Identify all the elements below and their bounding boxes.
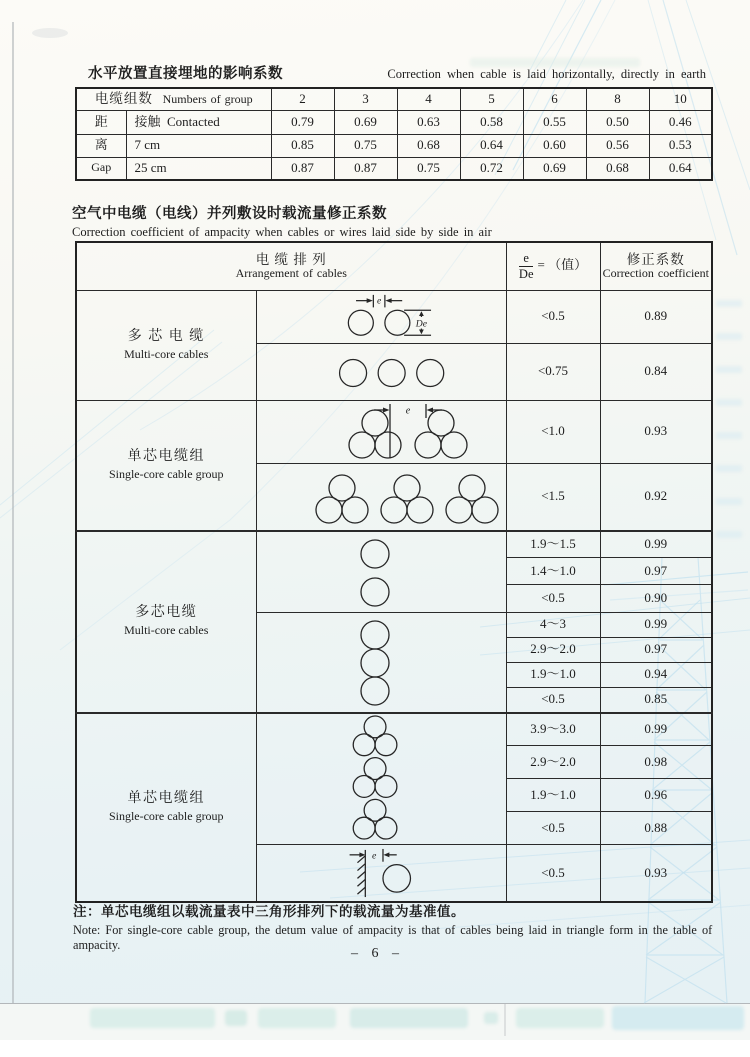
table-row — [76, 531, 712, 558]
diagram-three-trefoil-groups-vertical — [256, 713, 506, 845]
row-label-zh: 接触 — [134, 113, 161, 129]
arrangement-header-en: Arrangement of cables — [235, 266, 347, 281]
ratio-cell: <1.5 — [506, 463, 600, 531]
ratio-cell: <0.5 — [506, 290, 600, 343]
ratio-cell: 1.9～1.5 — [506, 531, 600, 558]
svg-text:De: De — [415, 318, 427, 330]
group-count-cell: 8 — [586, 88, 649, 110]
table2-title-zh: 空气中电缆（电线）并列敷设时载流量修正系数 — [72, 206, 387, 222]
coefficient-header-zh: 修正系数 — [626, 251, 685, 267]
coefficient-cell: 0.98 — [600, 746, 712, 779]
diagram-three-cables-horizontal — [256, 343, 506, 400]
ratio-cell: 2.9～2.0 — [506, 746, 600, 779]
gap-label-cell: 距 — [76, 110, 126, 134]
coefficient-cell: 0.53 — [649, 134, 712, 157]
coefficient-cell: 0.56 — [586, 134, 649, 157]
table-row — [76, 713, 712, 746]
group-count-cell: 4 — [397, 88, 460, 110]
ratio-cell: <0.75 — [506, 343, 600, 400]
ratio-header-cell: $\frac{e}{De}$ = （值） — [506, 242, 600, 290]
group-label-cell: 多 芯 电 缆 Multi-core cables — [76, 290, 256, 400]
coefficient-cell: 0.99 — [600, 531, 712, 558]
coefficient-cell: 0.99 — [600, 713, 712, 746]
group-count-cell: 3 — [334, 88, 397, 110]
ratio-cell: <0.5 — [506, 845, 600, 903]
ratio-cell: 1.9～1.0 — [506, 662, 600, 687]
coefficient-cell: 0.99 — [600, 612, 712, 637]
coefficient-cell: 0.94 — [600, 662, 712, 687]
table1-title-en: Correction when cable is laid horizontally, directly in earth — [387, 67, 706, 81]
coefficient-cell: 0.87 — [271, 157, 334, 180]
table2-title-en: Correction coefficient of ampacity when cables or wires laid side by side in air — [72, 224, 492, 239]
group-count-cell: 10 — [649, 88, 712, 110]
table1-title-zh: 水平放置直接埋地的影响系数 — [88, 66, 283, 82]
coefficient-header-cell — [600, 242, 712, 290]
arrangement-header-zh: 电 缆 排 列 — [255, 251, 327, 267]
gap-label-cell: 离 — [76, 134, 126, 157]
coefficient-cell: 0.97 — [600, 558, 712, 585]
ratio-cell: 4～3 — [506, 612, 600, 637]
diagram-three-cables-vertical — [256, 612, 506, 713]
coefficient-cell: 0.46 — [649, 110, 712, 134]
coefficient-cell: 0.93 — [600, 400, 712, 463]
ratio-cell: <0.5 — [506, 585, 600, 612]
ratio-cell: 1.9～1.0 — [506, 779, 600, 812]
arrangement-header-cell — [76, 242, 506, 290]
coefficient-cell: 0.64 — [460, 134, 523, 157]
coefficient-cell: 0.50 — [586, 110, 649, 134]
table2-title — [72, 205, 712, 240]
e-over-de-fraction: $\frac{e}{De}$ — [518, 250, 534, 281]
coefficient-cell: 0.85 — [600, 687, 712, 712]
coefficient-cell: 0.63 — [397, 110, 460, 134]
row-label-en: Contacted — [167, 113, 220, 129]
ratio-cell: 1.4～1.0 — [506, 558, 600, 585]
page-number: – 6 – — [351, 946, 399, 961]
table1-header-row — [76, 88, 712, 110]
group-count-cell: 6 — [523, 88, 586, 110]
coefficient-cell: 0.89 — [600, 290, 712, 343]
diagram-two-cables-horizontal — [256, 290, 506, 343]
ratio-cell: <1.0 — [506, 400, 600, 463]
table1-header-zh: 电缆组数 — [94, 91, 153, 107]
row-label-cell: 7 cm — [126, 134, 271, 157]
group-count-cell: 2 — [271, 88, 334, 110]
table1-header-en: Numbers of group — [162, 92, 253, 107]
coefficient-cell: 0.64 — [649, 157, 712, 180]
table1-title — [88, 62, 706, 83]
coefficient-cell: 0.87 — [334, 157, 397, 180]
group-label-cell: 单芯电缆组 Single-core cable group — [76, 713, 256, 903]
group-label-cell: 多芯电缆 Multi-core cables — [76, 531, 256, 713]
coefficient-cell: 0.69 — [523, 157, 586, 180]
ratio-cell: 3.9～3.0 — [506, 713, 600, 746]
coefficient-cell: 0.96 — [600, 779, 712, 812]
svg-text:e: e — [376, 295, 381, 307]
table-row — [76, 290, 712, 343]
svg-text:e: e — [405, 405, 410, 416]
earth-laying-correction-table — [75, 87, 713, 181]
air-laying-correction-table — [75, 241, 713, 903]
footnote-en: Note: For single-core cable group, the detum value of ampacity is that of cables being laid in triangle form in the table of ampacity. — [73, 923, 713, 952]
footnote-zh: 注：单芯电缆组以载流量表中三角形排列下的载流量为基准值。 — [73, 904, 465, 919]
coefficient-cell: 0.93 — [600, 845, 712, 903]
row-label-cell: 25 cm — [126, 157, 271, 180]
coefficient-cell: 0.72 — [460, 157, 523, 180]
coefficient-cell: 0.55 — [523, 110, 586, 134]
table2-header-row — [76, 242, 712, 290]
coefficient-cell: 0.88 — [600, 812, 712, 845]
coefficient-cell: 0.92 — [600, 463, 712, 531]
coefficient-cell: 0.60 — [523, 134, 586, 157]
coefficient-cell: 0.75 — [334, 134, 397, 157]
coefficient-cell: 0.75 — [397, 157, 460, 180]
diagram-two-trefoil-groups — [256, 400, 506, 463]
table1-row-contacted — [76, 110, 712, 134]
table1-row-25cm — [76, 157, 712, 180]
coefficient-cell: 0.79 — [271, 110, 334, 134]
ratio-cell: 2.9～2.0 — [506, 637, 600, 662]
group-count-cell: 5 — [460, 88, 523, 110]
diagram-two-cables-vertical — [256, 531, 506, 613]
coefficient-header-en: Correction coefficient — [602, 266, 709, 281]
ratio-cell: <0.5 — [506, 812, 600, 845]
table1-row-7cm — [76, 134, 712, 157]
coefficient-cell: 0.68 — [397, 134, 460, 157]
table1-header-label — [76, 88, 271, 110]
svg-text:e: e — [371, 850, 376, 862]
diagram-wall-and-cable — [256, 845, 506, 903]
coefficient-cell: 0.90 — [600, 585, 712, 612]
coefficient-cell: 0.68 — [586, 157, 649, 180]
ratio-cell: <0.5 — [506, 687, 600, 712]
group-label-cell: 单芯电缆组 Single-core cable group — [76, 400, 256, 531]
coefficient-cell: 0.97 — [600, 637, 712, 662]
diagram-three-trefoil-groups — [256, 463, 506, 531]
row-label-cell — [126, 110, 271, 134]
table-row — [76, 400, 712, 463]
coefficient-cell: 0.69 — [334, 110, 397, 134]
coefficient-cell: 0.84 — [600, 343, 712, 400]
gap-label-cell: Gap — [76, 157, 126, 180]
coefficient-cell: 0.85 — [271, 134, 334, 157]
coefficient-cell: 0.58 — [460, 110, 523, 134]
